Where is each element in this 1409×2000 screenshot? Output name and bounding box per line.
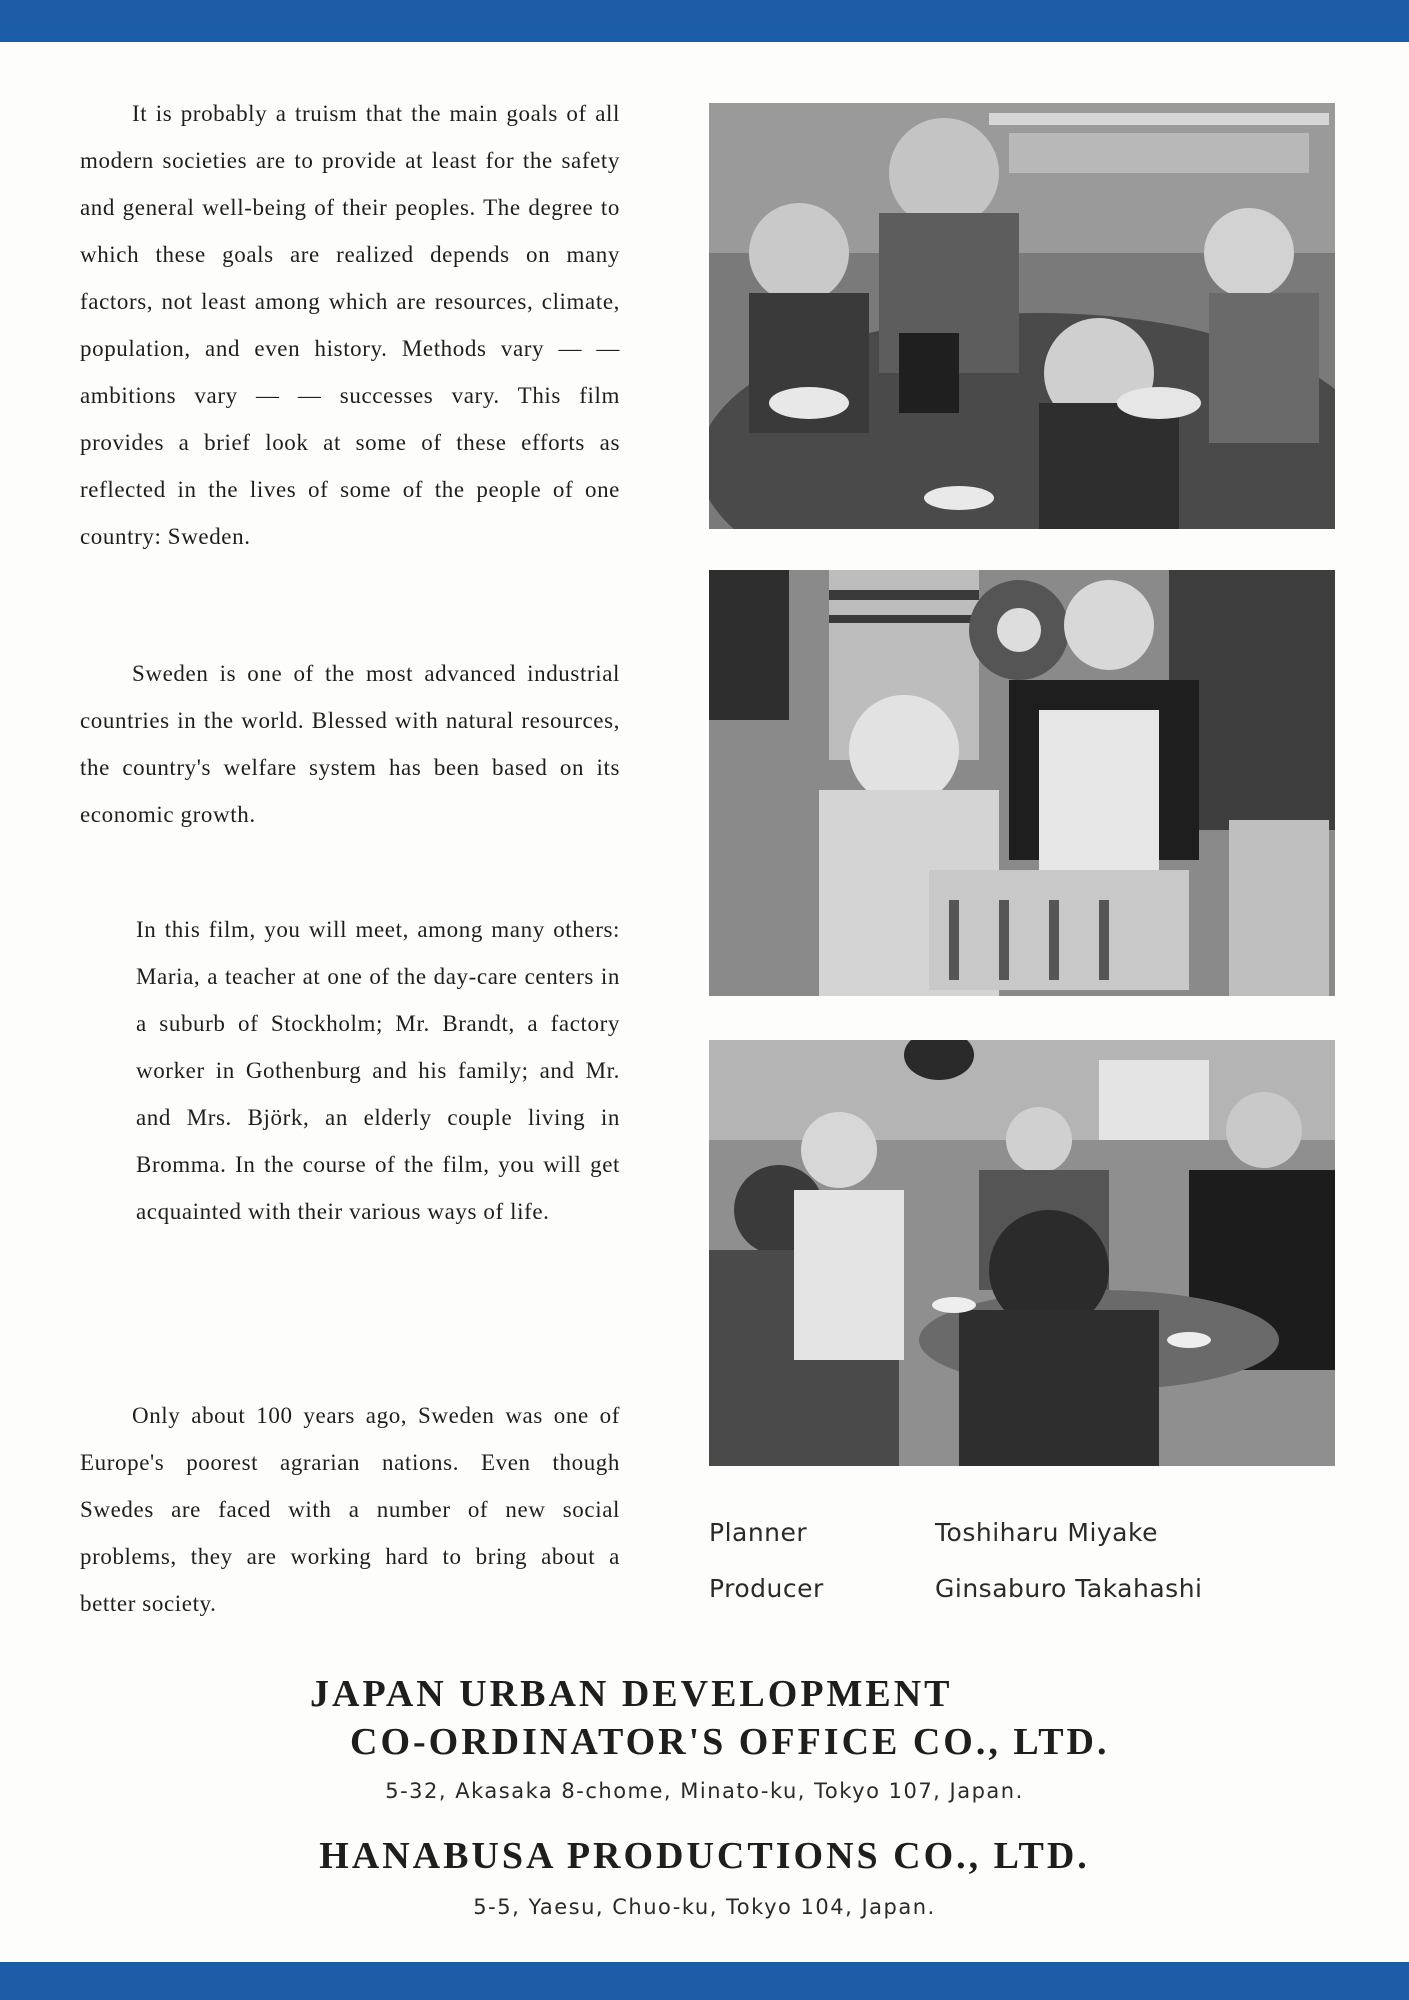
credit-role: Producer	[709, 1574, 824, 1603]
company-name-line-1: JAPAN URBAN DEVELOPMENT	[310, 1673, 953, 1715]
company-address: 5-32, Akasaka 8-chome, Minato-ku, Tokyo 107, Japan.	[385, 1779, 1024, 1803]
company-name-line-2: CO-ORDINATOR'S OFFICE CO., LTD.	[350, 1721, 1110, 1763]
sweden-paragraph	[80, 650, 620, 838]
sweden-paragraph-text: Sweden is one of the most advanced industrial countries in the world. Blessed with natural resources, the country's welfare system has been based on its economic growth.	[80, 661, 620, 827]
photo-elderly-gathering	[709, 1040, 1335, 1466]
characters-paragraph-text: In this film, you will meet, among many others: Maria, a teacher at one of the day-care centers in a suburb of Stockholm; Mr. Brandt, a factory worker in Gothenburg and his family; and Mr. and Mrs. Björk, an elderly couple living in Bromma. In the course of the film, you will get acquainted with their various ways of life.	[136, 917, 620, 1224]
photo-loom-weaving	[709, 570, 1335, 996]
history-paragraph	[80, 1392, 620, 1627]
credit-name: Ginsaburo Takahashi	[935, 1574, 1203, 1603]
history-paragraph-text: Only about 100 years ago, Sweden was one of Europe's poorest agrarian nations. Even though Swedes are faced with a number of new social problems, they are working hard to bring about a better society.	[80, 1403, 620, 1616]
intro-paragraph	[80, 90, 620, 560]
intro-sentence-2: The degree to which these goals are realized depends on many factors, not least among which are resources, climate, population, and even history. Methods vary — — ambitions vary — — successes vary. This film provides a brief look at some of these efforts as reflected in the lives of some of the people of one country: Sweden.	[80, 195, 621, 549]
production-company-address: 5-5, Yaesu, Chuo-ku, Tokyo 104, Japan.	[473, 1895, 936, 1919]
credit-role: Planner	[709, 1518, 808, 1547]
credit-name: Toshiharu Miyake	[935, 1518, 1158, 1547]
intro-sentence-1: It is probably a truism that the main goals of all modern societies are to provide at least for the safety and general well-being of their peoples.	[80, 101, 620, 220]
production-company-name: HANABUSA PRODUCTIONS CO., LTD.	[319, 1835, 1090, 1877]
photo-children-dining	[709, 103, 1335, 529]
top-blue-band	[0, 0, 1409, 42]
characters-paragraph	[136, 906, 620, 1235]
bottom-blue-band	[0, 1962, 1409, 2000]
